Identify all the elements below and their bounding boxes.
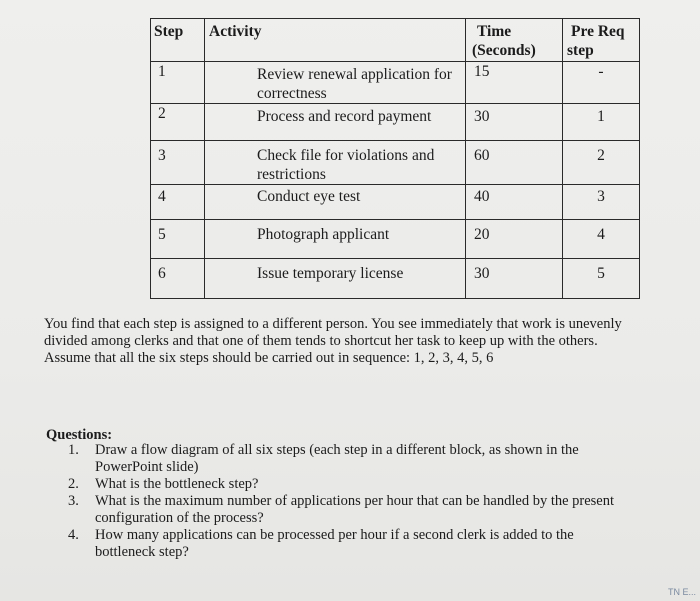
header-prereq [563,19,640,62]
cell-activity-text: Review renewal application for correctness [257,66,452,102]
cell-activity: Check file for violations and restrictions [205,141,466,185]
problem-description [44,316,644,367]
table-row [151,259,640,299]
question-text: Draw a flow diagram of all six steps (each step in a different block, as shown in the PowerPoint slide) [95,442,579,475]
cell-prereq: 4 [563,220,640,259]
header-time-line2: (Seconds) [472,42,536,59]
cell-step: 4 [151,185,205,220]
cell-activity: Conduct eye test [205,185,466,220]
question-text: What is the bottleneck step? [95,476,259,492]
header-prereq-line1: Pre Req [571,23,625,40]
header-prereq-line2: step [567,42,594,59]
cell-step: 2 [151,104,205,141]
cell-activity: Issue temporary license [205,259,466,299]
problem-paragraph-1: You find that each step is assigned to a different person. You see immediately that work is unevenly divided among clerks and that one of them tends to shortcut her task to keep up with the others. [44,316,622,349]
process-steps-table [150,18,640,299]
cell-time: 60 [466,141,563,185]
question-number: 1. [68,442,79,458]
cell-step: 1 [151,62,205,104]
question-item [68,527,628,561]
question-item [68,493,628,527]
questions-list [68,442,628,561]
table-row [151,141,640,185]
cell-prereq: 2 [563,141,640,185]
cell-activity: Process and record payment [205,104,466,141]
cell-time: 40 [466,185,563,220]
cell-prereq: - [563,62,640,104]
table-header-row [151,19,640,62]
question-item [68,476,628,493]
cell-time: 30 [466,259,563,299]
table-row [151,220,640,259]
question-item [68,442,628,476]
cell-step: 3 [151,141,205,185]
cell-time: 30 [466,104,563,141]
table-row [151,185,640,220]
question-number: 2. [68,476,79,492]
corner-watermark: TN E... [667,587,696,597]
cell-activity: Photograph applicant [205,220,466,259]
question-text: What is the maximum number of applications per hour that can be handled by the present configuration of the process? [95,493,615,526]
cell-step: 5 [151,220,205,259]
cell-prereq: 3 [563,185,640,220]
header-activity: Activity [205,19,466,62]
header-time-line1: Time [477,23,512,40]
table-row [151,104,640,141]
question-text: How many applications can be processed per hour if a second clerk is added to the bottleneck step? [95,527,574,560]
questions-heading: Questions: [46,427,113,443]
cell-time: 15 [466,62,563,104]
header-time [466,19,563,62]
cell-prereq: 1 [563,104,640,141]
question-number: 3. [68,493,79,509]
cell-activity [205,62,466,104]
cell-step: 6 [151,259,205,299]
header-step: Step [151,19,205,62]
problem-paragraph-2: Assume that all the six steps should be carried out in sequence: 1, 2, 3, 4, 5, 6 [44,350,494,366]
cell-time: 20 [466,220,563,259]
question-number: 4. [68,527,79,543]
cell-prereq: 5 [563,259,640,299]
table-row [151,62,640,104]
